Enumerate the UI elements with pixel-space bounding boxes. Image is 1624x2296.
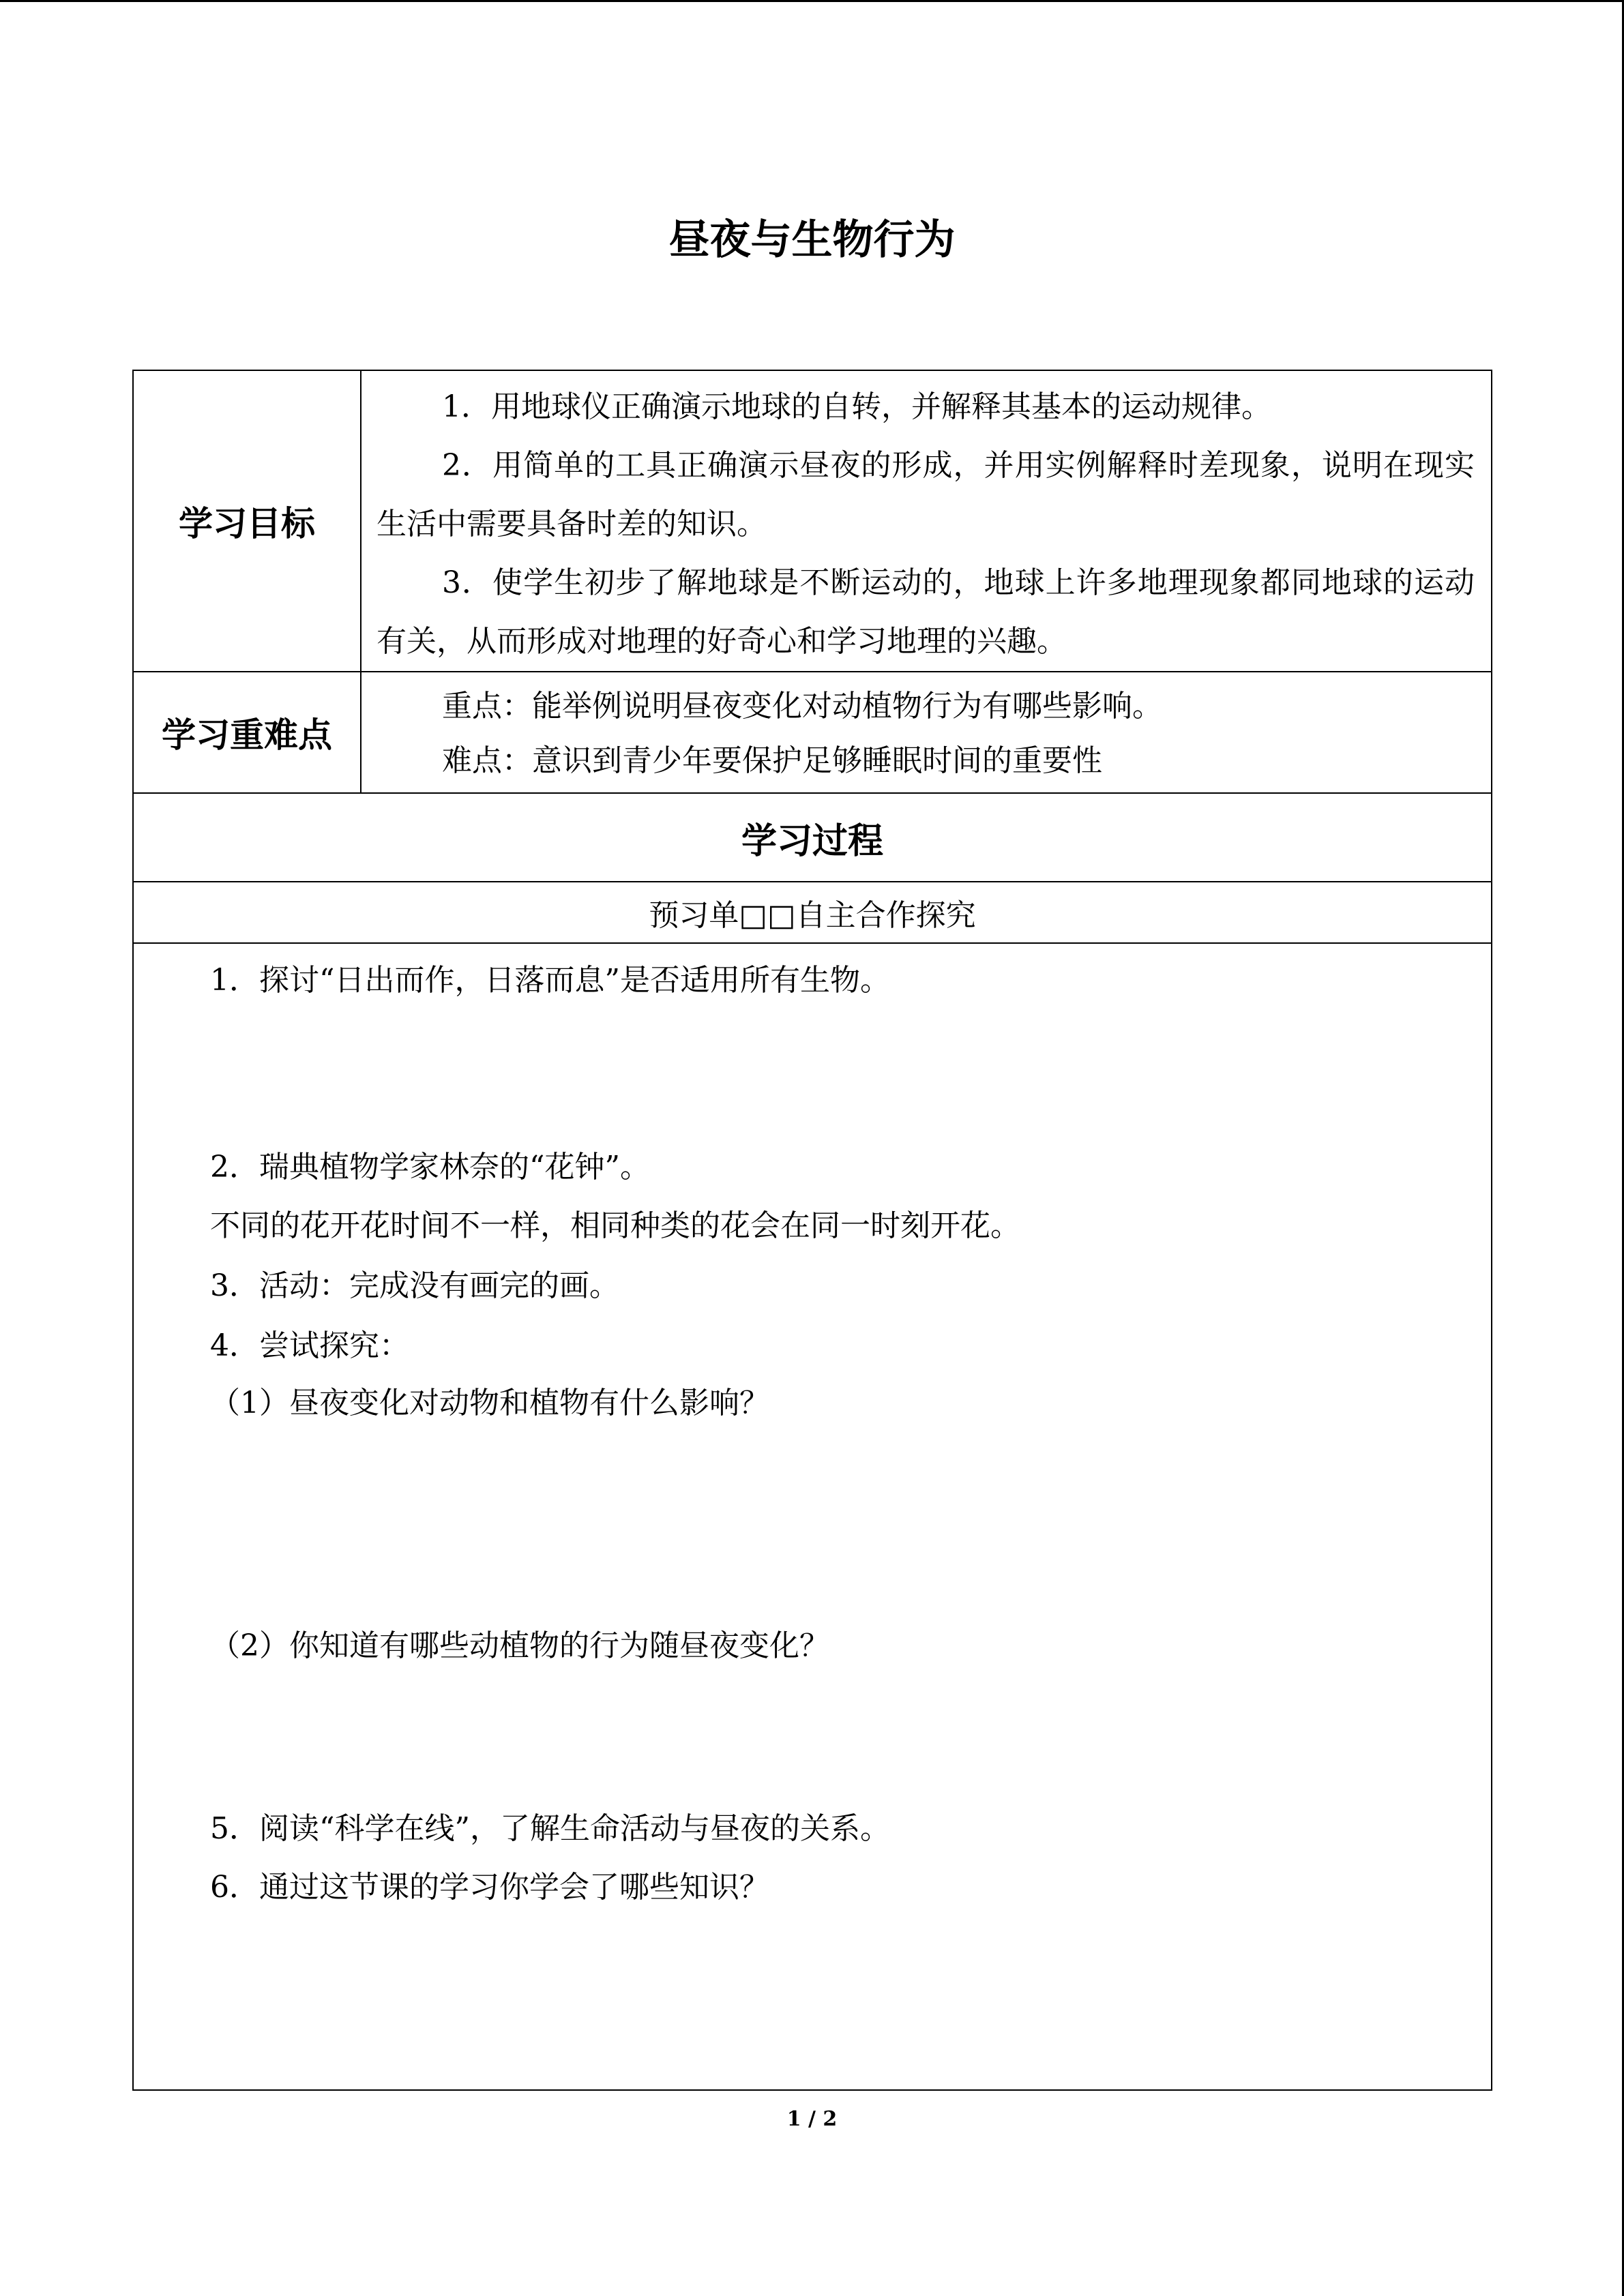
focus-text: 重点：能举例说明昼夜变化对动植物行为有哪些影响。 [442, 689, 1162, 724]
preview-heading-row [133, 882, 1492, 943]
page-number: 1 / 2 [786, 2107, 838, 2131]
questions-row [133, 943, 1492, 2090]
question-2-note: 不同的花开花时间不一样，相同种类的花会在同一时刻开花。 [210, 1208, 1020, 1243]
process-heading-row [133, 793, 1492, 882]
goals-row [133, 370, 1492, 672]
key-points-row [133, 672, 1492, 793]
question-6: 6．通过这节课的学习你学会了哪些知识？ [210, 1870, 769, 1905]
question-4-2: （2）你知道有哪些动植物的行为随昼夜变化？ [210, 1628, 829, 1663]
question-3: 3．活动：完成没有画完的画。 [210, 1268, 619, 1303]
key-points-content [361, 672, 1492, 793]
goal-item-2: 2．用简单的工具正确演示昼夜的形成，并用实例解释时差现象，说明在现实生活中需要具备时差的知识。 [377, 448, 1475, 541]
preview-heading: 预习单□□自主合作探究 [133, 882, 1492, 943]
questions-content [133, 943, 1492, 2090]
key-points-label: 学习重难点 [133, 672, 361, 793]
goals-label: 学习目标 [133, 370, 361, 672]
question-4: 4．尝试探究： [210, 1328, 409, 1363]
worksheet-table [132, 370, 1492, 2091]
goals-content [361, 370, 1492, 672]
page-top-border [0, 0, 1624, 2]
question-4-1: （1）昼夜变化对动物和植物有什么影响？ [210, 1386, 769, 1420]
goal-item-1: 1．用地球仪正确演示地球的自转，并解释其基本的运动规律。 [442, 389, 1271, 424]
goal-item-3: 3．使学生初步了解地球是不断运动的，地球上许多地理现象都同地球的运动有关，从而形成对地理的好奇心和学习地理的兴趣。 [377, 565, 1475, 659]
page-title: 昼夜与生物行为 [668, 216, 956, 264]
question-5: 5．阅读“科学在线”，了解生命活动与昼夜的关系。 [210, 1811, 890, 1846]
question-2: 2．瑞典植物学家林奈的“花钟”。 [210, 1150, 650, 1184]
question-1: 1．探讨“日出而作，日落而息”是否适用所有生物。 [210, 963, 890, 998]
difficulty-text: 难点：意识到青少年要保护足够睡眠时间的重要性 [442, 743, 1102, 778]
process-heading: 学习过程 [133, 793, 1492, 882]
